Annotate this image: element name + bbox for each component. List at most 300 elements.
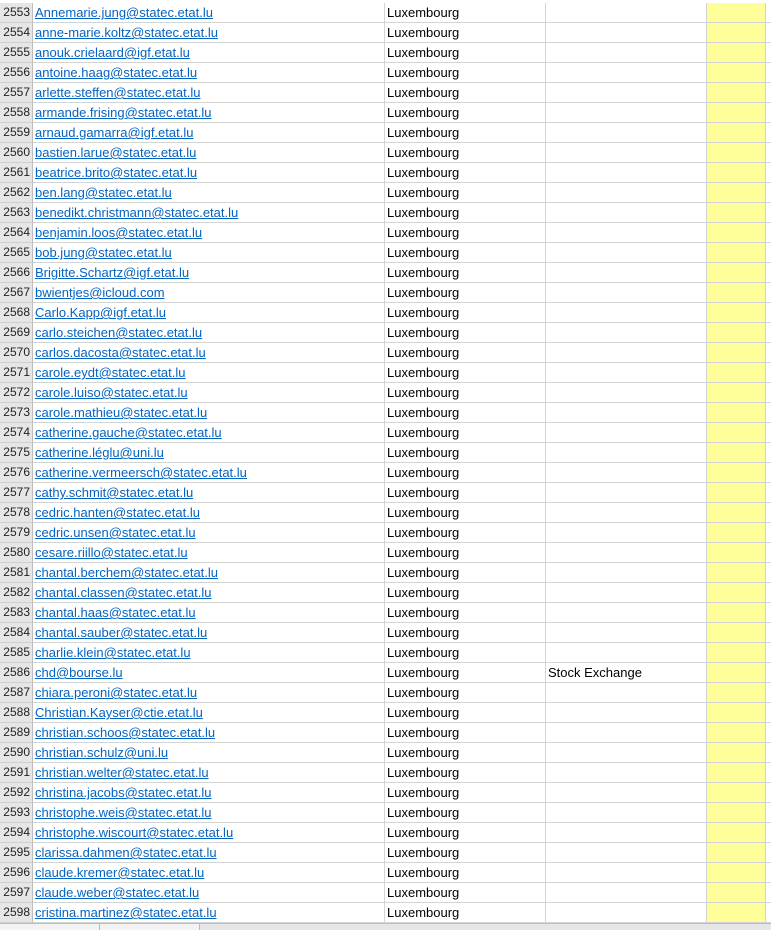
sheet-tab[interactable] <box>0 924 100 930</box>
row-number[interactable]: 2581 <box>0 563 33 583</box>
country-cell[interactable]: Luxembourg <box>385 603 546 623</box>
organization-cell[interactable] <box>546 83 707 103</box>
highlighted-cell[interactable] <box>707 383 766 403</box>
organization-cell[interactable] <box>546 603 707 623</box>
email-link[interactable]: benjamin.loos@statec.etat.lu <box>35 225 203 240</box>
row-number[interactable]: 2571 <box>0 363 33 383</box>
organization-cell[interactable] <box>546 683 707 703</box>
row-number[interactable]: 2573 <box>0 403 33 423</box>
country-cell[interactable]: Luxembourg <box>385 63 546 83</box>
organization-cell[interactable] <box>546 43 707 63</box>
next-column-cell[interactable] <box>766 803 771 823</box>
row-number[interactable]: 2580 <box>0 543 33 563</box>
highlighted-cell[interactable] <box>707 243 766 263</box>
next-column-cell[interactable] <box>766 523 771 543</box>
email-cell[interactable] <box>33 243 385 263</box>
highlighted-cell[interactable] <box>707 663 766 683</box>
next-column-cell[interactable] <box>766 263 771 283</box>
email-link[interactable]: charlie.klein@statec.etat.lu <box>35 645 191 660</box>
country-cell[interactable]: Luxembourg <box>385 903 546 923</box>
email-cell[interactable] <box>33 3 385 23</box>
email-link[interactable]: arlette.steffen@statec.etat.lu <box>35 85 201 100</box>
organization-cell[interactable] <box>546 383 707 403</box>
email-link[interactable]: cedric.hanten@statec.etat.lu <box>35 505 200 520</box>
email-link[interactable]: ben.lang@statec.etat.lu <box>35 185 172 200</box>
organization-cell[interactable] <box>546 523 707 543</box>
organization-cell[interactable] <box>546 643 707 663</box>
organization-cell[interactable] <box>546 143 707 163</box>
highlighted-cell[interactable] <box>707 423 766 443</box>
country-cell[interactable]: Luxembourg <box>385 243 546 263</box>
email-cell[interactable] <box>33 383 385 403</box>
organization-cell[interactable] <box>546 263 707 283</box>
next-column-cell[interactable] <box>766 763 771 783</box>
row-number[interactable]: 2556 <box>0 63 33 83</box>
country-cell[interactable]: Luxembourg <box>385 283 546 303</box>
highlighted-cell[interactable] <box>707 883 766 903</box>
email-cell[interactable] <box>33 523 385 543</box>
row-number[interactable]: 2578 <box>0 503 33 523</box>
country-cell[interactable]: Luxembourg <box>385 783 546 803</box>
organization-cell[interactable] <box>546 723 707 743</box>
country-cell[interactable]: Luxembourg <box>385 863 546 883</box>
highlighted-cell[interactable] <box>707 483 766 503</box>
next-column-cell[interactable] <box>766 743 771 763</box>
row-number[interactable]: 2564 <box>0 223 33 243</box>
email-link[interactable]: chantal.sauber@statec.etat.lu <box>35 625 208 640</box>
country-cell[interactable]: Luxembourg <box>385 543 546 563</box>
highlighted-cell[interactable] <box>707 183 766 203</box>
email-cell[interactable] <box>33 783 385 803</box>
country-cell[interactable]: Luxembourg <box>385 203 546 223</box>
country-cell[interactable]: Luxembourg <box>385 43 546 63</box>
highlighted-cell[interactable] <box>707 643 766 663</box>
organization-cell[interactable] <box>546 823 707 843</box>
highlighted-cell[interactable] <box>707 83 766 103</box>
email-cell[interactable] <box>33 643 385 663</box>
email-link[interactable]: beatrice.brito@statec.etat.lu <box>35 165 198 180</box>
next-column-cell[interactable] <box>766 203 771 223</box>
organization-cell[interactable] <box>546 3 707 23</box>
country-cell[interactable]: Luxembourg <box>385 483 546 503</box>
highlighted-cell[interactable] <box>707 863 766 883</box>
country-cell[interactable]: Luxembourg <box>385 703 546 723</box>
next-column-cell[interactable] <box>766 823 771 843</box>
country-cell[interactable]: Luxembourg <box>385 223 546 243</box>
next-column-cell[interactable] <box>766 43 771 63</box>
row-number[interactable]: 2596 <box>0 863 33 883</box>
highlighted-cell[interactable] <box>707 903 766 923</box>
email-cell[interactable] <box>33 163 385 183</box>
email-link[interactable]: christian.schulz@uni.lu <box>35 745 169 760</box>
email-cell[interactable] <box>33 143 385 163</box>
email-link[interactable]: carole.luiso@statec.etat.lu <box>35 385 188 400</box>
organization-cell[interactable] <box>546 563 707 583</box>
row-number[interactable]: 2585 <box>0 643 33 663</box>
next-column-cell[interactable] <box>766 283 771 303</box>
email-link[interactable]: carlo.steichen@statec.etat.lu <box>35 325 203 340</box>
organization-cell[interactable] <box>546 423 707 443</box>
email-link[interactable]: cathy.schmit@statec.etat.lu <box>35 485 194 500</box>
row-number[interactable]: 2559 <box>0 123 33 143</box>
next-column-cell[interactable] <box>766 563 771 583</box>
highlighted-cell[interactable] <box>707 563 766 583</box>
email-cell[interactable] <box>33 123 385 143</box>
organization-cell[interactable] <box>546 843 707 863</box>
email-link[interactable]: benedikt.christmann@statec.etat.lu <box>35 205 239 220</box>
highlighted-cell[interactable] <box>707 743 766 763</box>
email-cell[interactable] <box>33 683 385 703</box>
row-number[interactable]: 2591 <box>0 763 33 783</box>
organization-cell[interactable] <box>546 703 707 723</box>
highlighted-cell[interactable] <box>707 323 766 343</box>
row-number[interactable]: 2565 <box>0 243 33 263</box>
email-link[interactable]: armande.frising@statec.etat.lu <box>35 105 212 120</box>
row-number[interactable]: 2568 <box>0 303 33 323</box>
row-number[interactable]: 2595 <box>0 843 33 863</box>
organization-cell[interactable] <box>546 463 707 483</box>
row-number[interactable]: 2570 <box>0 343 33 363</box>
row-number[interactable]: 2561 <box>0 163 33 183</box>
highlighted-cell[interactable] <box>707 503 766 523</box>
highlighted-cell[interactable] <box>707 783 766 803</box>
highlighted-cell[interactable] <box>707 683 766 703</box>
country-cell[interactable]: Luxembourg <box>385 563 546 583</box>
row-number[interactable]: 2557 <box>0 83 33 103</box>
email-link[interactable]: catherine.vermeersch@statec.etat.lu <box>35 465 247 480</box>
row-number[interactable]: 2588 <box>0 703 33 723</box>
row-number[interactable]: 2558 <box>0 103 33 123</box>
country-cell[interactable]: Luxembourg <box>385 143 546 163</box>
next-column-cell[interactable] <box>766 543 771 563</box>
organization-cell[interactable] <box>546 903 707 923</box>
email-link[interactable]: claude.weber@statec.etat.lu <box>35 885 200 900</box>
country-cell[interactable]: Luxembourg <box>385 403 546 423</box>
row-number[interactable]: 2566 <box>0 263 33 283</box>
highlighted-cell[interactable] <box>707 343 766 363</box>
next-column-cell[interactable] <box>766 843 771 863</box>
email-link[interactable]: Annemarie.jung@statec.etat.lu <box>35 5 213 20</box>
email-cell[interactable] <box>33 223 385 243</box>
email-cell[interactable] <box>33 483 385 503</box>
next-column-cell[interactable] <box>766 723 771 743</box>
email-link[interactable]: bastien.larue@statec.etat.lu <box>35 145 197 160</box>
next-column-cell[interactable] <box>766 323 771 343</box>
next-column-cell[interactable] <box>766 463 771 483</box>
row-number[interactable]: 2593 <box>0 803 33 823</box>
row-number[interactable]: 2592 <box>0 783 33 803</box>
email-cell[interactable] <box>33 563 385 583</box>
highlighted-cell[interactable] <box>707 523 766 543</box>
email-cell[interactable] <box>33 103 385 123</box>
email-cell[interactable] <box>33 443 385 463</box>
organization-cell[interactable] <box>546 443 707 463</box>
country-cell[interactable]: Luxembourg <box>385 423 546 443</box>
country-cell[interactable]: Luxembourg <box>385 323 546 343</box>
highlighted-cell[interactable] <box>707 163 766 183</box>
highlighted-cell[interactable] <box>707 103 766 123</box>
row-number[interactable]: 2577 <box>0 483 33 503</box>
email-link[interactable]: christophe.weis@statec.etat.lu <box>35 805 212 820</box>
email-cell[interactable] <box>33 903 385 923</box>
email-link[interactable]: chd@bourse.lu <box>35 665 123 680</box>
highlighted-cell[interactable] <box>707 143 766 163</box>
email-cell[interactable] <box>33 803 385 823</box>
highlighted-cell[interactable] <box>707 223 766 243</box>
organization-cell[interactable] <box>546 803 707 823</box>
email-link[interactable]: chiara.peroni@statec.etat.lu <box>35 685 198 700</box>
organization-cell[interactable] <box>546 283 707 303</box>
country-cell[interactable]: Luxembourg <box>385 23 546 43</box>
highlighted-cell[interactable] <box>707 763 766 783</box>
email-cell[interactable] <box>33 723 385 743</box>
row-number[interactable]: 2576 <box>0 463 33 483</box>
country-cell[interactable]: Luxembourg <box>385 163 546 183</box>
country-cell[interactable]: Luxembourg <box>385 763 546 783</box>
email-link[interactable]: chantal.classen@statec.etat.lu <box>35 585 212 600</box>
highlighted-cell[interactable] <box>707 303 766 323</box>
email-link[interactable]: christian.welter@statec.etat.lu <box>35 765 209 780</box>
next-column-cell[interactable] <box>766 603 771 623</box>
organization-cell[interactable] <box>546 483 707 503</box>
highlighted-cell[interactable] <box>707 463 766 483</box>
organization-cell[interactable] <box>546 583 707 603</box>
organization-cell[interactable] <box>546 243 707 263</box>
country-cell[interactable]: Luxembourg <box>385 343 546 363</box>
next-column-cell[interactable] <box>766 503 771 523</box>
organization-cell[interactable] <box>546 323 707 343</box>
next-column-cell[interactable] <box>766 343 771 363</box>
organization-cell[interactable] <box>546 303 707 323</box>
organization-cell[interactable] <box>546 63 707 83</box>
row-number[interactable]: 2554 <box>0 23 33 43</box>
organization-cell[interactable]: Stock Exchange <box>546 663 707 683</box>
row-number[interactable]: 2590 <box>0 743 33 763</box>
email-link[interactable]: chantal.haas@statec.etat.lu <box>35 605 196 620</box>
row-number[interactable]: 2584 <box>0 623 33 643</box>
organization-cell[interactable] <box>546 163 707 183</box>
highlighted-cell[interactable] <box>707 123 766 143</box>
country-cell[interactable]: Luxembourg <box>385 803 546 823</box>
next-column-cell[interactable] <box>766 123 771 143</box>
email-cell[interactable] <box>33 423 385 443</box>
next-column-cell[interactable] <box>766 623 771 643</box>
next-column-cell[interactable] <box>766 683 771 703</box>
email-link[interactable]: christian.schoos@statec.etat.lu <box>35 725 216 740</box>
organization-cell[interactable] <box>546 343 707 363</box>
email-cell[interactable] <box>33 403 385 423</box>
organization-cell[interactable] <box>546 123 707 143</box>
next-column-cell[interactable] <box>766 583 771 603</box>
highlighted-cell[interactable] <box>707 203 766 223</box>
email-link[interactable]: christophe.wiscourt@statec.etat.lu <box>35 825 234 840</box>
row-number[interactable]: 2567 <box>0 283 33 303</box>
email-cell[interactable] <box>33 743 385 763</box>
country-cell[interactable]: Luxembourg <box>385 263 546 283</box>
next-column-cell[interactable] <box>766 903 771 923</box>
organization-cell[interactable] <box>546 743 707 763</box>
country-cell[interactable]: Luxembourg <box>385 583 546 603</box>
highlighted-cell[interactable] <box>707 603 766 623</box>
row-number[interactable]: 2597 <box>0 883 33 903</box>
email-cell[interactable] <box>33 843 385 863</box>
email-cell[interactable] <box>33 343 385 363</box>
highlighted-cell[interactable] <box>707 843 766 863</box>
country-cell[interactable]: Luxembourg <box>385 363 546 383</box>
row-number[interactable]: 2583 <box>0 603 33 623</box>
email-cell[interactable] <box>33 263 385 283</box>
country-cell[interactable]: Luxembourg <box>385 823 546 843</box>
email-cell[interactable] <box>33 323 385 343</box>
email-link[interactable]: carole.eydt@statec.etat.lu <box>35 365 186 380</box>
organization-cell[interactable] <box>546 543 707 563</box>
organization-cell[interactable] <box>546 403 707 423</box>
highlighted-cell[interactable] <box>707 363 766 383</box>
organization-cell[interactable] <box>546 883 707 903</box>
email-link[interactable]: Carlo.Kapp@igf.etat.lu <box>35 305 166 320</box>
next-column-cell[interactable] <box>766 143 771 163</box>
email-cell[interactable] <box>33 623 385 643</box>
email-link[interactable]: bob.jung@statec.etat.lu <box>35 245 172 260</box>
email-link[interactable]: catherine.léglu@uni.lu <box>35 445 164 460</box>
country-cell[interactable]: Luxembourg <box>385 743 546 763</box>
organization-cell[interactable] <box>546 363 707 383</box>
next-column-cell[interactable] <box>766 303 771 323</box>
email-cell[interactable] <box>33 23 385 43</box>
row-number[interactable]: 2574 <box>0 423 33 443</box>
country-cell[interactable]: Luxembourg <box>385 183 546 203</box>
email-link[interactable]: clarissa.dahmen@statec.etat.lu <box>35 845 217 860</box>
country-cell[interactable]: Luxembourg <box>385 883 546 903</box>
highlighted-cell[interactable] <box>707 723 766 743</box>
email-cell[interactable] <box>33 463 385 483</box>
organization-cell[interactable] <box>546 763 707 783</box>
email-link[interactable]: anouk.crielaard@igf.etat.lu <box>35 45 190 60</box>
row-number[interactable]: 2579 <box>0 523 33 543</box>
country-cell[interactable]: Luxembourg <box>385 83 546 103</box>
country-cell[interactable]: Luxembourg <box>385 503 546 523</box>
row-number[interactable]: 2563 <box>0 203 33 223</box>
country-cell[interactable]: Luxembourg <box>385 3 546 23</box>
row-number[interactable]: 2569 <box>0 323 33 343</box>
row-number[interactable]: 2560 <box>0 143 33 163</box>
country-cell[interactable]: Luxembourg <box>385 123 546 143</box>
country-cell[interactable]: Luxembourg <box>385 843 546 863</box>
row-number[interactable]: 2562 <box>0 183 33 203</box>
highlighted-cell[interactable] <box>707 3 766 23</box>
email-link[interactable]: Brigitte.Schartz@igf.etat.lu <box>35 265 190 280</box>
highlighted-cell[interactable] <box>707 623 766 643</box>
sheet-tab[interactable] <box>100 924 200 930</box>
organization-cell[interactable] <box>546 203 707 223</box>
email-cell[interactable] <box>33 543 385 563</box>
organization-cell[interactable] <box>546 183 707 203</box>
email-cell[interactable] <box>33 43 385 63</box>
row-number[interactable]: 2594 <box>0 823 33 843</box>
next-column-cell[interactable] <box>766 403 771 423</box>
email-cell[interactable] <box>33 763 385 783</box>
email-link[interactable]: Christian.Kayser@ctie.etat.lu <box>35 705 203 720</box>
highlighted-cell[interactable] <box>707 823 766 843</box>
email-cell[interactable] <box>33 663 385 683</box>
country-cell[interactable]: Luxembourg <box>385 663 546 683</box>
country-cell[interactable]: Luxembourg <box>385 723 546 743</box>
next-column-cell[interactable] <box>766 663 771 683</box>
next-column-cell[interactable] <box>766 63 771 83</box>
email-link[interactable]: chantal.berchem@statec.etat.lu <box>35 565 219 580</box>
next-column-cell[interactable] <box>766 223 771 243</box>
email-link[interactable]: christina.jacobs@statec.etat.lu <box>35 785 212 800</box>
next-column-cell[interactable] <box>766 383 771 403</box>
organization-cell[interactable] <box>546 103 707 123</box>
next-column-cell[interactable] <box>766 483 771 503</box>
email-link[interactable]: cedric.unsen@statec.etat.lu <box>35 525 196 540</box>
country-cell[interactable]: Luxembourg <box>385 523 546 543</box>
row-number[interactable]: 2553 <box>0 3 33 23</box>
country-cell[interactable]: Luxembourg <box>385 103 546 123</box>
email-cell[interactable] <box>33 883 385 903</box>
row-number[interactable]: 2555 <box>0 43 33 63</box>
email-cell[interactable] <box>33 583 385 603</box>
email-cell[interactable] <box>33 363 385 383</box>
email-link[interactable]: catherine.gauche@statec.etat.lu <box>35 425 222 440</box>
highlighted-cell[interactable] <box>707 803 766 823</box>
next-column-cell[interactable] <box>766 103 771 123</box>
email-cell[interactable] <box>33 823 385 843</box>
highlighted-cell[interactable] <box>707 543 766 563</box>
country-cell[interactable]: Luxembourg <box>385 383 546 403</box>
next-column-cell[interactable] <box>766 703 771 723</box>
highlighted-cell[interactable] <box>707 443 766 463</box>
next-column-cell[interactable] <box>766 23 771 43</box>
email-link[interactable]: arnaud.gamarra@igf.etat.lu <box>35 125 194 140</box>
organization-cell[interactable] <box>546 623 707 643</box>
email-link[interactable]: cesare.riillo@statec.etat.lu <box>35 545 188 560</box>
next-column-cell[interactable] <box>766 863 771 883</box>
highlighted-cell[interactable] <box>707 263 766 283</box>
row-number[interactable]: 2572 <box>0 383 33 403</box>
row-number[interactable]: 2598 <box>0 903 33 923</box>
highlighted-cell[interactable] <box>707 703 766 723</box>
email-cell[interactable] <box>33 203 385 223</box>
country-cell[interactable]: Luxembourg <box>385 623 546 643</box>
next-column-cell[interactable] <box>766 423 771 443</box>
next-column-cell[interactable] <box>766 163 771 183</box>
email-cell[interactable] <box>33 503 385 523</box>
email-cell[interactable] <box>33 283 385 303</box>
country-cell[interactable]: Luxembourg <box>385 463 546 483</box>
email-link[interactable]: antoine.haag@statec.etat.lu <box>35 65 198 80</box>
next-column-cell[interactable] <box>766 443 771 463</box>
next-column-cell[interactable] <box>766 3 771 23</box>
email-cell[interactable] <box>33 863 385 883</box>
email-link[interactable]: anne-marie.koltz@statec.etat.lu <box>35 25 219 40</box>
country-cell[interactable]: Luxembourg <box>385 303 546 323</box>
next-column-cell[interactable] <box>766 243 771 263</box>
organization-cell[interactable] <box>546 863 707 883</box>
email-cell[interactable] <box>33 303 385 323</box>
next-column-cell[interactable] <box>766 183 771 203</box>
highlighted-cell[interactable] <box>707 43 766 63</box>
organization-cell[interactable] <box>546 783 707 803</box>
row-number[interactable]: 2589 <box>0 723 33 743</box>
email-cell[interactable] <box>33 63 385 83</box>
country-cell[interactable]: Luxembourg <box>385 683 546 703</box>
email-link[interactable]: carole.mathieu@statec.etat.lu <box>35 405 208 420</box>
highlighted-cell[interactable] <box>707 23 766 43</box>
highlighted-cell[interactable] <box>707 403 766 423</box>
organization-cell[interactable] <box>546 23 707 43</box>
